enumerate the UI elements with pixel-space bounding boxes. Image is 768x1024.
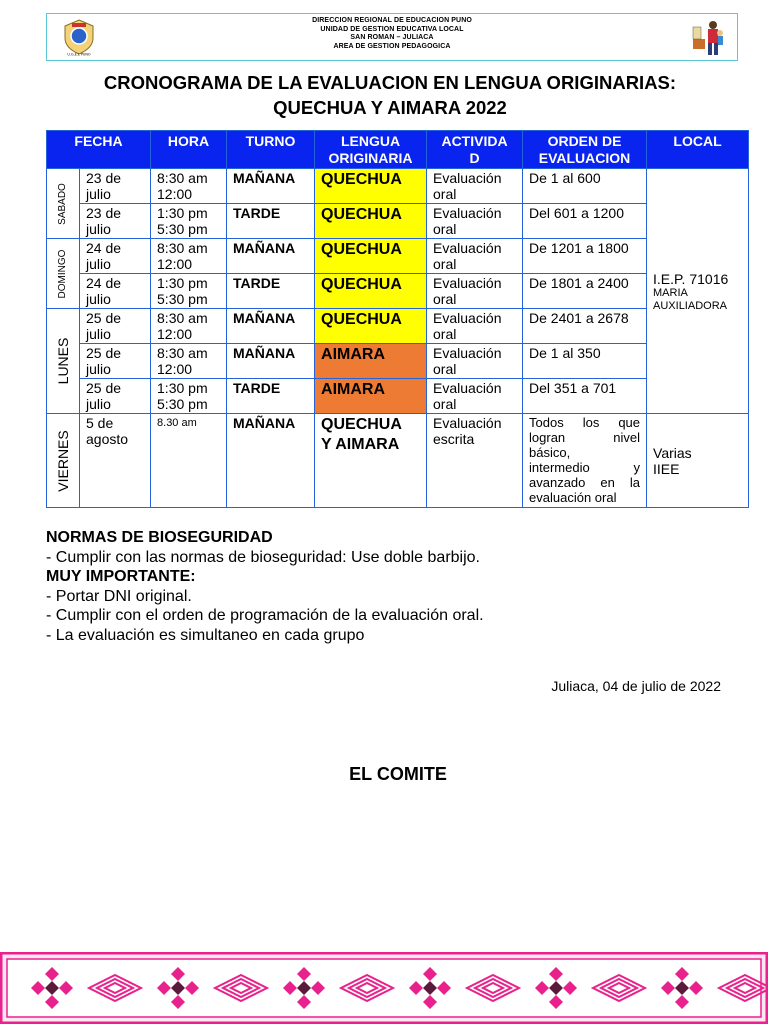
- cell-actividad: Evaluación oral: [427, 239, 523, 274]
- cell-fecha: 23 de julio: [80, 169, 151, 204]
- cell-actividad: Evaluación oral: [427, 344, 523, 379]
- cell-hora: 8.30 am: [151, 414, 227, 508]
- cell-fecha: 24 de julio: [80, 274, 151, 309]
- local-name: I.E.P. 71016: [653, 270, 729, 287]
- day-label: DOMINGO: [47, 239, 80, 309]
- header-hora: HORA: [151, 131, 227, 169]
- cell-orden: De 1 al 350: [523, 344, 647, 379]
- cell-local-last: Varias IIEE: [647, 414, 749, 508]
- notes-line: - Cumplir con el orden de programación de la evaluación oral.: [46, 607, 484, 624]
- cell-lengua: QUECHUA: [315, 309, 427, 344]
- cell-hora: 8:30 am 12:00: [151, 344, 227, 379]
- table-row: [47, 274, 749, 309]
- title-line-2: QUECHUA Y AIMARA 2022: [273, 97, 507, 118]
- local-subname: MARIA AUXILIADORA: [653, 286, 727, 312]
- table-row: [47, 344, 749, 379]
- notes-heading-bioseguridad: NORMAS DE BIOSEGURIDAD: [46, 529, 273, 546]
- schedule-table: [46, 130, 749, 508]
- cell-orden: De 1201 a 1800: [523, 239, 647, 274]
- cell-hora: 8:30 am 12:00: [151, 169, 227, 204]
- svg-text:U.G.E.L PUNO: U.G.E.L PUNO: [67, 52, 91, 56]
- cell-orden: De 1801 a 2400: [523, 274, 647, 309]
- cell-turno: TARDE: [227, 274, 315, 309]
- cell-lengua: AIMARA: [315, 344, 427, 379]
- cell-lengua: QUECHUA: [315, 169, 427, 204]
- header-turno: TURNO: [227, 131, 315, 169]
- title-line-1: CRONOGRAMA DE LA EVALUACION EN LENGUA ORIGINARIAS:: [103, 72, 677, 93]
- cell-fecha: 23 de julio: [80, 204, 151, 239]
- cell-orden: De 1 al 600: [523, 169, 647, 204]
- cell-actividad: Evaluación oral: [427, 309, 523, 344]
- cell-fecha: 25 de julio: [80, 379, 151, 414]
- notes-line: - La evaluación es simultaneo en cada grupo: [46, 626, 365, 644]
- document-date: Juliaca, 04 de julio de 2022: [551, 678, 721, 694]
- day-label: VIERNES: [47, 414, 80, 508]
- cell-hora: 8:30 am 12:00: [151, 239, 227, 274]
- letterhead-line: SAN ROMAN – JULIACA: [350, 34, 434, 41]
- letterhead-line: UNIDAD DE GESTION EDUCATIVA LOCAL: [320, 25, 464, 33]
- cell-actividad: Evaluación oral: [427, 379, 523, 414]
- cell-orden: Del 601 a 1200: [523, 204, 647, 239]
- letterhead: [46, 13, 738, 61]
- cell-orden: Del 351 a 701: [523, 379, 647, 414]
- cell-fecha: 24 de julio: [80, 239, 151, 274]
- header-local: LOCAL: [647, 131, 749, 169]
- cell-hora: 1:30 pm 5:30 pm: [151, 379, 227, 414]
- cell-turno: MAÑANA: [227, 169, 315, 204]
- table-row: [47, 309, 749, 344]
- cell-fecha: 5 de agosto: [80, 414, 151, 508]
- signature-label: EL COMITE: [349, 764, 447, 784]
- day-label: SABADO: [47, 169, 80, 239]
- cell-local: [647, 169, 749, 414]
- cell-fecha: 25 de julio: [80, 344, 151, 379]
- notes-section: [46, 528, 484, 645]
- cell-lengua: AIMARA: [315, 379, 427, 414]
- cell-lengua: QUECHUA Y AIMARA: [315, 414, 427, 508]
- cell-hora: 8:30 am 12:00: [151, 309, 227, 344]
- notes-line: - Cumplir con las normas de bioseguridad: Use doble barbijo.: [46, 548, 480, 566]
- cell-turno: MAÑANA: [227, 414, 315, 508]
- table-row: [47, 414, 749, 508]
- cell-turno: MAÑANA: [227, 239, 315, 274]
- cell-turno: MAÑANA: [227, 309, 315, 344]
- letterhead-line: AREA DE GESTION PEDAGOGICA: [333, 42, 451, 50]
- cell-lengua: QUECHUA: [315, 239, 427, 274]
- cell-actividad: Evaluación oral: [427, 169, 523, 204]
- table-row: [47, 379, 749, 414]
- cell-turno: TARDE: [227, 379, 315, 414]
- cell-hora: 1:30 pm 5:30 pm: [151, 274, 227, 309]
- page-title: [40, 70, 740, 120]
- cell-orden: Todos los que logran nivel básico, intermedio y avanzado en la evaluación oral: [523, 414, 647, 508]
- letterhead-text: [47, 17, 737, 51]
- cell-lengua: QUECHUA: [315, 274, 427, 309]
- table-row: [47, 204, 749, 239]
- letterhead-line: DIRECCION REGIONAL DE EDUCACION PUNO: [312, 17, 472, 24]
- table-row: [47, 239, 749, 274]
- table-header-row: [47, 131, 749, 169]
- cell-lengua: QUECHUA: [315, 204, 427, 239]
- cell-actividad: Evaluación oral: [427, 204, 523, 239]
- cell-turno: MAÑANA: [227, 344, 315, 379]
- notes-line: - Portar DNI original.: [46, 587, 192, 605]
- header-lengua: LENGUA ORIGINARIA: [315, 131, 427, 169]
- cell-actividad: Evaluación escrita: [427, 414, 523, 508]
- header-actividad: ACTIVIDA D: [427, 131, 523, 169]
- header-fecha: FECHA: [47, 131, 151, 169]
- notes-heading-importante: MUY IMPORTANTE:: [46, 568, 196, 585]
- decorative-border-icon: [0, 952, 768, 1024]
- cell-actividad: Evaluación oral: [427, 274, 523, 309]
- students-illustration-icon: [691, 17, 725, 57]
- cell-hora: 1:30 pm 5:30 pm: [151, 204, 227, 239]
- cell-turno: TARDE: [227, 204, 315, 239]
- cell-fecha: 25 de julio: [80, 309, 151, 344]
- cell-orden: De 2401 a 2678: [523, 309, 647, 344]
- table-row: [47, 169, 749, 204]
- header-orden: ORDEN DE EVALUACION: [523, 131, 647, 169]
- day-label: LUNES: [47, 309, 80, 414]
